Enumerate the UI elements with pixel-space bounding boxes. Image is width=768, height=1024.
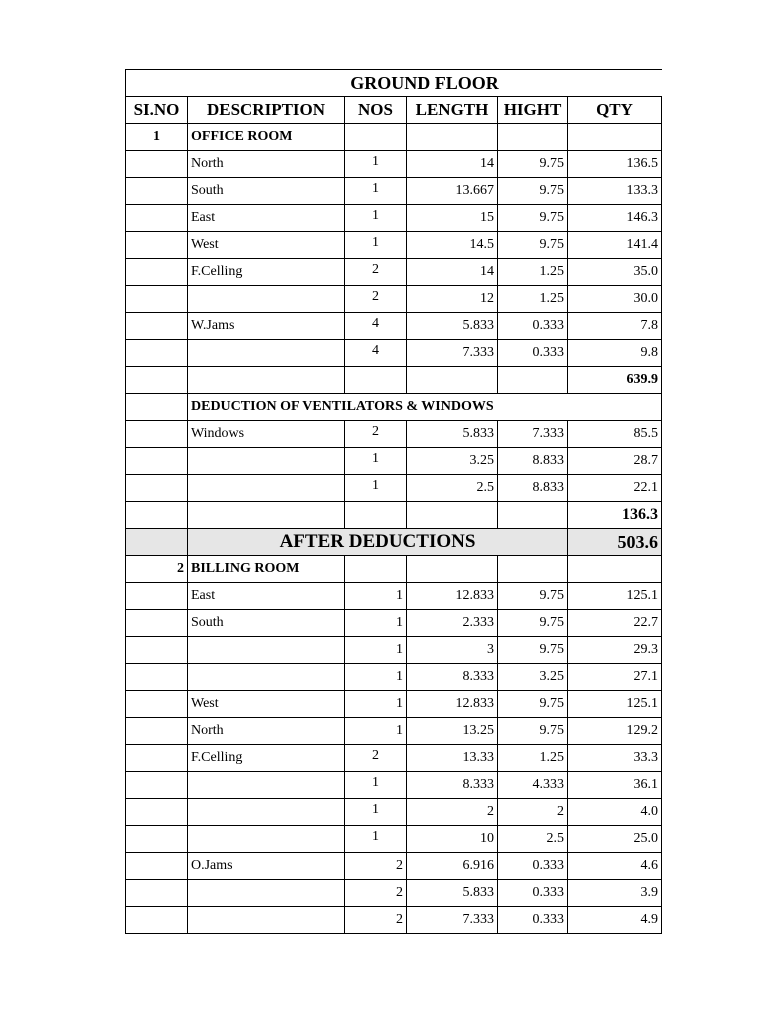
description-cell <box>188 448 345 475</box>
nos-cell: 2 <box>345 286 407 313</box>
qty-cell: 129.2 <box>568 718 662 745</box>
hight-cell: 2 <box>498 799 568 826</box>
title-row <box>126 70 662 97</box>
qty-cell: 30.0 <box>568 286 662 313</box>
nos-cell: 1 <box>345 610 407 637</box>
table-row <box>126 205 662 232</box>
si-no-cell <box>126 853 188 880</box>
length-cell: 13.33 <box>407 745 498 772</box>
hight-cell: 9.75 <box>498 151 568 178</box>
nos-cell: 1 <box>345 664 407 691</box>
si-no-cell <box>126 475 188 502</box>
nos-cell: 2 <box>345 907 407 934</box>
si-no-cell <box>126 907 188 934</box>
nos-cell: 2 <box>345 745 407 772</box>
qty-cell: 125.1 <box>568 691 662 718</box>
qty-cell: 28.7 <box>568 448 662 475</box>
nos-cell: 1 <box>345 583 407 610</box>
hight-cell: 2.5 <box>498 826 568 853</box>
length-cell: 12.833 <box>407 691 498 718</box>
length-cell: 13.25 <box>407 718 498 745</box>
hight-cell: 9.75 <box>498 583 568 610</box>
table-row <box>126 745 662 772</box>
qty-cell: 4.6 <box>568 853 662 880</box>
subtotal-row <box>126 367 662 394</box>
hight-cell: 9.75 <box>498 637 568 664</box>
section-number: 2 <box>126 556 188 583</box>
length-cell: 12 <box>407 286 498 313</box>
description-cell: East <box>188 583 345 610</box>
qty-cell: 27.1 <box>568 664 662 691</box>
si-no-cell <box>126 583 188 610</box>
deduction-title: DEDUCTION OF VENTILATORS & WINDOWS <box>188 394 662 421</box>
nos-cell: 2 <box>345 880 407 907</box>
description-cell: North <box>188 151 345 178</box>
hight-cell: 0.333 <box>498 907 568 934</box>
nos-cell: 1 <box>345 475 407 502</box>
section-name: BILLING ROOM <box>188 556 345 583</box>
length-cell: 14 <box>407 259 498 286</box>
description-cell: F.Celling <box>188 745 345 772</box>
length-cell: 10 <box>407 826 498 853</box>
hight-cell: 9.75 <box>498 232 568 259</box>
description-cell <box>188 664 345 691</box>
deduction-total: 136.3 <box>568 502 662 529</box>
description-cell: South <box>188 178 345 205</box>
nos-cell: 1 <box>345 718 407 745</box>
qty-cell: 4.9 <box>568 907 662 934</box>
si-no-cell <box>126 313 188 340</box>
description-cell <box>188 340 345 367</box>
table-row <box>126 232 662 259</box>
description-cell: East <box>188 205 345 232</box>
si-no-cell <box>126 880 188 907</box>
hight-cell: 4.333 <box>498 772 568 799</box>
si-no-cell <box>126 151 188 178</box>
subtotal-value: 639.9 <box>568 367 662 394</box>
header-row <box>126 97 662 124</box>
length-cell: 3.25 <box>407 448 498 475</box>
description-cell <box>188 907 345 934</box>
nos-cell: 2 <box>345 421 407 448</box>
table-row <box>126 475 662 502</box>
hight-cell: 7.333 <box>498 421 568 448</box>
description-cell <box>188 826 345 853</box>
description-cell: West <box>188 232 345 259</box>
hight-cell: 9.75 <box>498 691 568 718</box>
length-cell: 2.333 <box>407 610 498 637</box>
hight-cell: 0.333 <box>498 340 568 367</box>
table-row <box>126 826 662 853</box>
si-no-cell <box>126 691 188 718</box>
length-cell: 2 <box>407 799 498 826</box>
hight-cell: 9.75 <box>498 718 568 745</box>
header-si-no: SI.NO <box>126 97 188 124</box>
hight-cell: 0.333 <box>498 880 568 907</box>
section-header-row <box>126 556 662 583</box>
hight-cell: 1.25 <box>498 259 568 286</box>
description-cell <box>188 475 345 502</box>
qty-cell: 22.1 <box>568 475 662 502</box>
si-no-cell <box>126 259 188 286</box>
si-no-cell <box>126 772 188 799</box>
description-cell: O.Jams <box>188 853 345 880</box>
sheet-title: GROUND FLOOR <box>188 70 662 97</box>
si-no-cell <box>126 340 188 367</box>
table-row <box>126 772 662 799</box>
table-row <box>126 178 662 205</box>
length-cell: 14 <box>407 151 498 178</box>
nos-cell: 1 <box>345 826 407 853</box>
table-row <box>126 907 662 934</box>
title-spacer <box>126 70 188 97</box>
hight-cell: 9.75 <box>498 178 568 205</box>
table-row <box>126 421 662 448</box>
nos-cell: 1 <box>345 637 407 664</box>
section-number: 1 <box>126 124 188 151</box>
qty-cell: 136.5 <box>568 151 662 178</box>
si-no-cell <box>126 421 188 448</box>
header-hight: HIGHT <box>498 97 568 124</box>
si-no-cell <box>126 664 188 691</box>
nos-cell: 1 <box>345 232 407 259</box>
hight-cell: 8.833 <box>498 475 568 502</box>
length-cell: 5.833 <box>407 880 498 907</box>
table-row <box>126 286 662 313</box>
qty-cell: 7.8 <box>568 313 662 340</box>
table-row <box>126 664 662 691</box>
section-header-row <box>126 124 662 151</box>
length-cell: 15 <box>407 205 498 232</box>
header-description: DESCRIPTION <box>188 97 345 124</box>
description-cell: W.Jams <box>188 313 345 340</box>
table-row <box>126 880 662 907</box>
si-no-cell <box>126 205 188 232</box>
description-cell: South <box>188 610 345 637</box>
si-no-cell <box>126 448 188 475</box>
table-row <box>126 583 662 610</box>
si-no-cell <box>126 610 188 637</box>
nos-cell: 1 <box>345 151 407 178</box>
qty-cell: 22.7 <box>568 610 662 637</box>
si-no-cell <box>126 718 188 745</box>
length-cell: 7.333 <box>407 340 498 367</box>
table-row <box>126 718 662 745</box>
deduction-total-row <box>126 502 662 529</box>
nos-cell: 1 <box>345 799 407 826</box>
si-no-cell <box>126 799 188 826</box>
hight-cell: 3.25 <box>498 664 568 691</box>
length-cell: 6.916 <box>407 853 498 880</box>
qty-cell: 29.3 <box>568 637 662 664</box>
qty-cell: 35.0 <box>568 259 662 286</box>
table-row <box>126 853 662 880</box>
description-cell: Windows <box>188 421 345 448</box>
deduction-header-row <box>126 394 662 421</box>
length-cell: 7.333 <box>407 907 498 934</box>
header-nos: NOS <box>345 97 407 124</box>
table-row <box>126 448 662 475</box>
table-row <box>126 799 662 826</box>
si-no-cell <box>126 232 188 259</box>
measurement-sheet <box>125 69 662 934</box>
qty-cell: 125.1 <box>568 583 662 610</box>
table-row <box>126 610 662 637</box>
hight-cell: 9.75 <box>498 610 568 637</box>
hight-cell: 1.25 <box>498 286 568 313</box>
description-cell <box>188 637 345 664</box>
length-cell: 5.833 <box>407 421 498 448</box>
hight-cell: 0.333 <box>498 313 568 340</box>
nos-cell: 2 <box>345 853 407 880</box>
length-cell: 2.5 <box>407 475 498 502</box>
description-cell <box>188 880 345 907</box>
header-length: LENGTH <box>407 97 498 124</box>
qty-cell: 85.5 <box>568 421 662 448</box>
nos-cell: 4 <box>345 340 407 367</box>
qty-cell: 4.0 <box>568 799 662 826</box>
hight-cell: 8.833 <box>498 448 568 475</box>
after-deductions-label: AFTER DEDUCTIONS <box>188 529 568 556</box>
length-cell: 12.833 <box>407 583 498 610</box>
length-cell: 3 <box>407 637 498 664</box>
qty-cell: 33.3 <box>568 745 662 772</box>
after-deductions-value: 503.6 <box>568 529 662 556</box>
qty-cell: 25.0 <box>568 826 662 853</box>
qty-cell: 9.8 <box>568 340 662 367</box>
nos-cell: 1 <box>345 691 407 718</box>
qty-cell: 141.4 <box>568 232 662 259</box>
table-row <box>126 259 662 286</box>
length-cell: 14.5 <box>407 232 498 259</box>
nos-cell: 1 <box>345 205 407 232</box>
hight-cell: 9.75 <box>498 205 568 232</box>
nos-cell: 4 <box>345 313 407 340</box>
hight-cell: 1.25 <box>498 745 568 772</box>
description-cell <box>188 286 345 313</box>
table-row <box>126 691 662 718</box>
length-cell: 8.333 <box>407 664 498 691</box>
description-cell: North <box>188 718 345 745</box>
length-cell: 8.333 <box>407 772 498 799</box>
table-row <box>126 151 662 178</box>
si-no-cell <box>126 286 188 313</box>
length-cell: 5.833 <box>407 313 498 340</box>
si-no-cell <box>126 745 188 772</box>
hight-cell: 0.333 <box>498 853 568 880</box>
nos-cell: 1 <box>345 448 407 475</box>
after-deductions-row <box>126 529 662 556</box>
si-no-cell <box>126 178 188 205</box>
si-no-cell <box>126 826 188 853</box>
length-cell: 13.667 <box>407 178 498 205</box>
table-row <box>126 637 662 664</box>
description-cell <box>188 799 345 826</box>
qty-cell: 3.9 <box>568 880 662 907</box>
description-cell: West <box>188 691 345 718</box>
description-cell: F.Celling <box>188 259 345 286</box>
description-cell <box>188 772 345 799</box>
si-no-cell <box>126 637 188 664</box>
nos-cell: 1 <box>345 772 407 799</box>
nos-cell: 1 <box>345 178 407 205</box>
table-row <box>126 340 662 367</box>
qty-cell: 36.1 <box>568 772 662 799</box>
section-name: OFFICE ROOM <box>188 124 345 151</box>
qty-cell: 146.3 <box>568 205 662 232</box>
qty-cell: 133.3 <box>568 178 662 205</box>
nos-cell: 2 <box>345 259 407 286</box>
header-qty: QTY <box>568 97 662 124</box>
table-row <box>126 313 662 340</box>
